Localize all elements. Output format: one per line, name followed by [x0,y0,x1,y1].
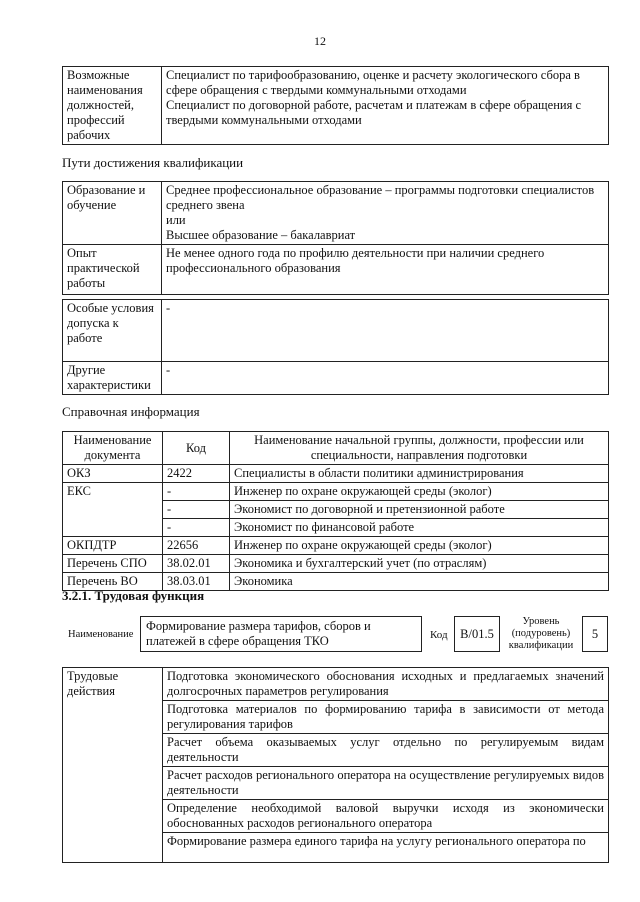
ref-doc: Перечень СПО [63,555,163,573]
positions-table [62,66,609,145]
ref-code: 22656 [163,537,230,555]
ref-name: Инженер по охране окружающей среды (эколог) [230,537,609,555]
ref-code: 38.02.01 [163,555,230,573]
action-item: Формирование размера единого тарифа на услугу регионального оператора по [163,833,609,863]
ref-doc: ОКЗ [63,465,163,483]
ref-code: - [163,483,230,501]
education-value [162,182,609,245]
page-number: 12 [314,34,326,48]
ref-code: 2422 [163,465,230,483]
ref-header-code: Код [163,432,230,465]
other-characteristics-label: Другие характеристики [63,362,162,395]
education-label: Образование и обучение [63,182,162,245]
experience-value: Не менее одного года по профилю деятельности при наличии среднего профессионального образования [162,245,609,295]
ref-name: Экономист по финансовой работе [230,519,609,537]
reference-heading: Справочная информация [62,404,200,419]
ref-doc: Перечень ВО [63,573,163,591]
actions-table [62,667,609,863]
function-name-label: Наименование [68,629,134,640]
ref-code: - [163,519,230,537]
other-characteristics-value: - [162,362,609,395]
ref-code: - [163,501,230,519]
qualification-table [62,181,609,295]
ref-name: Экономист по договорной и претензионной работе [230,501,609,519]
function-name-value: Формирование размера тарифов, сборов и платежей в сфере обращения ТКО [140,616,422,652]
ref-header-name: Наименование начальной группы, должности, профессии или специальности, направления подготовки [230,432,609,465]
ref-header-document: Наименование документа [63,432,163,465]
action-item: Подготовка экономического обоснования исходных и предлагаемых значений долгосрочных параметров регулирования [163,668,609,701]
position-line: Специалист по тарифообразованию, оценке и расчету экологического сбора в сфере обращения с твердыми коммунальными отходами [166,68,580,97]
conditions-table [62,299,609,395]
reference-table [62,431,609,591]
special-conditions-label: Особые условия допуска к работе [63,300,162,362]
action-item: Расчет расходов регионального оператора на осуществление регулируемых видов деятельности [163,767,609,800]
function-code-label: Код [430,629,448,641]
education-line: Среднее профессиональное образование – программы подготовки специалистов среднего звена [166,183,595,212]
function-heading: 3.2.1. Трудовая функция [62,588,205,603]
special-conditions-value: - [162,300,609,362]
action-item: Расчет объема оказываемых услуг отдельно по регулируемым видам деятельности [163,734,609,767]
experience-label: Опыт практической работы [63,245,162,295]
ref-doc: ОКПДТР [63,537,163,555]
function-level-label: Уровень (подуровень) квалификации [508,616,574,651]
ref-name: Экономика и бухгалтерский учет (по отраслям) [230,555,609,573]
ref-doc: ЕКС [63,483,163,537]
function-level-value: 5 [582,616,608,652]
actions-label: Трудовые действия [63,668,163,863]
function-code-value: B/01.5 [454,616,500,652]
education-line: Высшее образование – бакалавриат [166,228,356,242]
qualification-heading: Пути достижения квалификации [62,155,244,170]
action-item: Подготовка материалов по формированию тарифа в зависимости от метода регулирования тарифов [163,701,609,734]
education-line: или [166,213,186,227]
ref-name: Специалисты в области политики администрирования [230,465,609,483]
ref-name: Инженер по охране окружающей среды (эколог) [230,483,609,501]
positions-label: Возможные наименования должностей, профессий рабочих [63,67,162,145]
action-item: Определение необходимой валовой выручки исходя из экономически обоснованных расходов регионального оператора [163,800,609,833]
position-line: Специалист по договорной работе, расчетам и платежам в сфере обращения с твердыми коммунальными отходами [166,98,581,127]
positions-values [162,67,609,145]
ref-code: 38.03.01 [163,573,230,591]
ref-name: Экономика [230,573,609,591]
